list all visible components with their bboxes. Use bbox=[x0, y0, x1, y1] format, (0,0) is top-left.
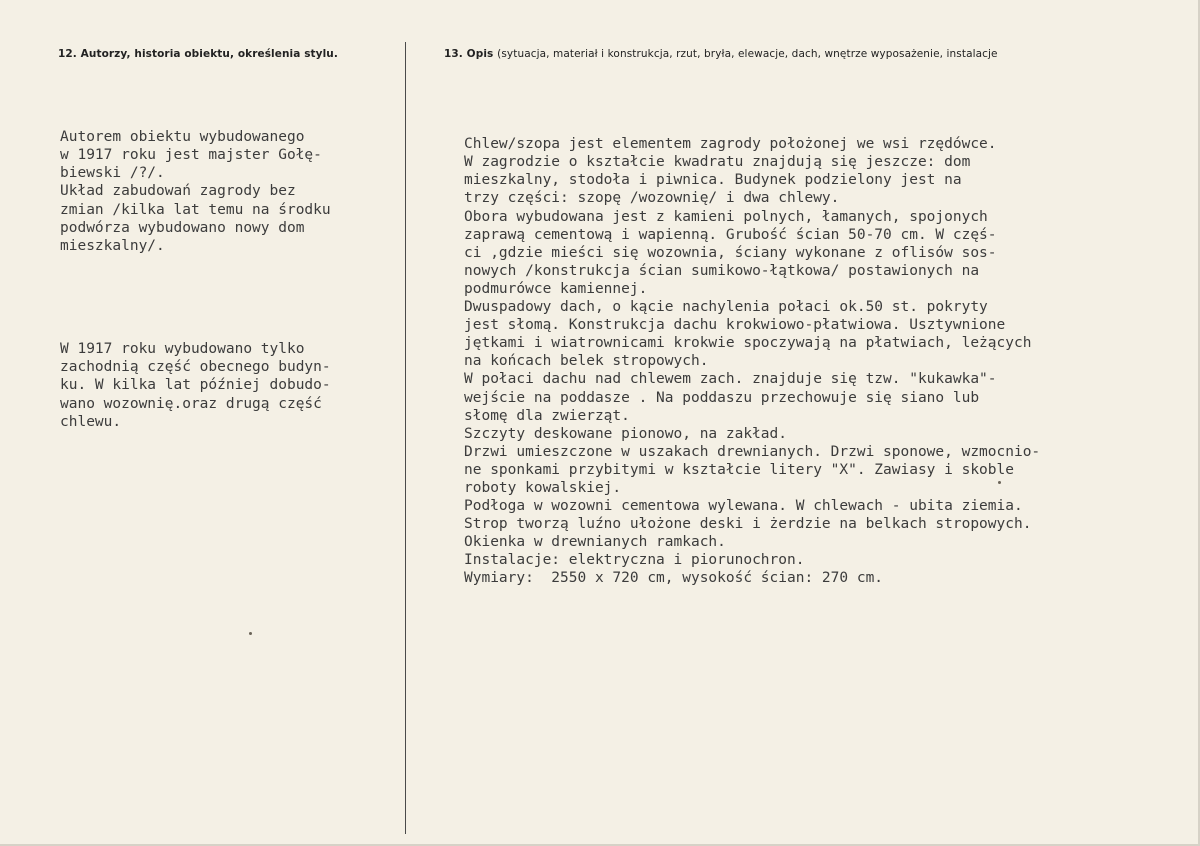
typed-line: Szczyty deskowane pionowo, na zakład. bbox=[464, 425, 788, 442]
section-12-heading bbox=[58, 48, 338, 60]
description-lines bbox=[464, 135, 1040, 587]
typed-line: ne sponkami przybitymi w kształcie litery "X". Zawiasy i skoble bbox=[464, 461, 1014, 478]
section-13-number: 13. bbox=[444, 48, 463, 60]
typed-line: jest słomą. Konstrukcja dachu krokwiowo-płatwiowa. Usztywnione bbox=[464, 317, 1006, 334]
typed-line: Wymiary: 2550 x 720 cm, wysokość ścian: 270 cm. bbox=[464, 570, 884, 587]
typed-line: podwórza wybudowano nowy dom bbox=[60, 219, 305, 236]
typed-line: trzy części: szopę /wozownię/ i dwa chlewy. bbox=[464, 190, 840, 207]
typed-line: W połaci dachu nad chlewem zach. znajduje się tzw. "kukawka"- bbox=[464, 371, 997, 388]
typed-line: zmian /kilka lat temu na środku bbox=[60, 201, 331, 218]
history-paragraph-2 bbox=[60, 340, 331, 430]
typed-line: W 1917 roku wybudowano tylko bbox=[60, 341, 305, 358]
section-12-label: Autorzy, historia obiektu, określenia stylu. bbox=[80, 48, 338, 60]
paragraph-gap bbox=[60, 291, 331, 304]
description-text bbox=[464, 99, 1040, 624]
typed-line: Chlew/szopa jest elementem zagrody położonej we wsi rzędówce. bbox=[464, 136, 997, 153]
typed-line: jętkami i wiatrownicami krokwie spoczywają na płatwiach, leżących bbox=[464, 335, 1032, 352]
typed-line: wejście na poddasze . Na poddaszu przechowuje się siano lub bbox=[464, 389, 980, 406]
typed-line: Strop tworzą luźno ułożone deski i żerdzie na belkach stropowych. bbox=[464, 516, 1032, 533]
column-divider bbox=[405, 42, 406, 834]
typed-line: Obora wybudowana jest z kamieni polnych, łamanych, spojonych bbox=[464, 208, 988, 225]
typed-line: Drzwi umieszczone w uszakach drewnianych. Drzwi sponowe, wzmocnio- bbox=[464, 443, 1041, 460]
typed-line: Autorem obiektu wybudowanego bbox=[60, 129, 305, 146]
typed-line: zachodnią część obecnego budyn- bbox=[60, 359, 331, 376]
typed-line: mieszkalny, stodoła i piwnica. Budynek podzielony jest na bbox=[464, 172, 962, 189]
typed-line: Dwuspadowy dach, o kącie nachylenia połaci ok.50 st. pokryty bbox=[464, 299, 988, 316]
typed-line: zaprawą cementową i wapienną. Grubość ścian 50-70 cm. W częś- bbox=[464, 226, 997, 243]
history-paragraph-1 bbox=[60, 128, 331, 255]
typed-line: roboty kowalskiej. bbox=[464, 479, 622, 496]
typed-line: Podłoga w wozowni cementowa wylewana. W chlewach - ubita ziemia. bbox=[464, 498, 1023, 515]
typed-line: biewski /?/. bbox=[60, 165, 165, 182]
typed-line: wano wozownię.oraz drugą część bbox=[60, 395, 322, 412]
paper-speck bbox=[998, 481, 1001, 484]
typed-line: mieszkalny/. bbox=[60, 237, 165, 254]
history-text bbox=[60, 92, 331, 467]
section-13-sublabel: (sytuacja, materiał i konstrukcja, rzut, bryła, elewacje, dach, wnętrze wyposażenie, instalacje bbox=[497, 48, 998, 60]
typed-line: ci ,gdzie mieści się wozownia, ściany wykonane z oflisów sos- bbox=[464, 244, 997, 261]
typed-line: podmurówce kamiennej. bbox=[464, 280, 648, 297]
typed-line: słomę dla zwierząt. bbox=[464, 407, 630, 424]
paper-speck bbox=[249, 632, 252, 635]
typed-line: Okienka w drewnianych ramkach. bbox=[464, 534, 726, 551]
typed-line: na końcach belek stropowych. bbox=[464, 353, 709, 370]
typed-line: Instalacje: elektryczna i piorunochron. bbox=[464, 552, 805, 569]
typed-line: w 1917 roku jest majster Gołę- bbox=[60, 147, 322, 164]
typed-line: chlewu. bbox=[60, 413, 122, 430]
section-13-heading bbox=[444, 48, 998, 60]
section-12-number: 12. bbox=[58, 48, 77, 60]
section-13-label: Opis bbox=[466, 48, 494, 60]
typed-line: W zagrodzie o kształcie kwadratu znajdują się jeszcze: dom bbox=[464, 154, 971, 171]
typed-line: nowych /konstrukcja ścian sumikowo-łątkowa/ postawionych na bbox=[464, 262, 980, 279]
typed-line: Układ zabudowań zagrody bez bbox=[60, 183, 296, 200]
typed-line: ku. W kilka lat później dobudo- bbox=[60, 377, 331, 394]
